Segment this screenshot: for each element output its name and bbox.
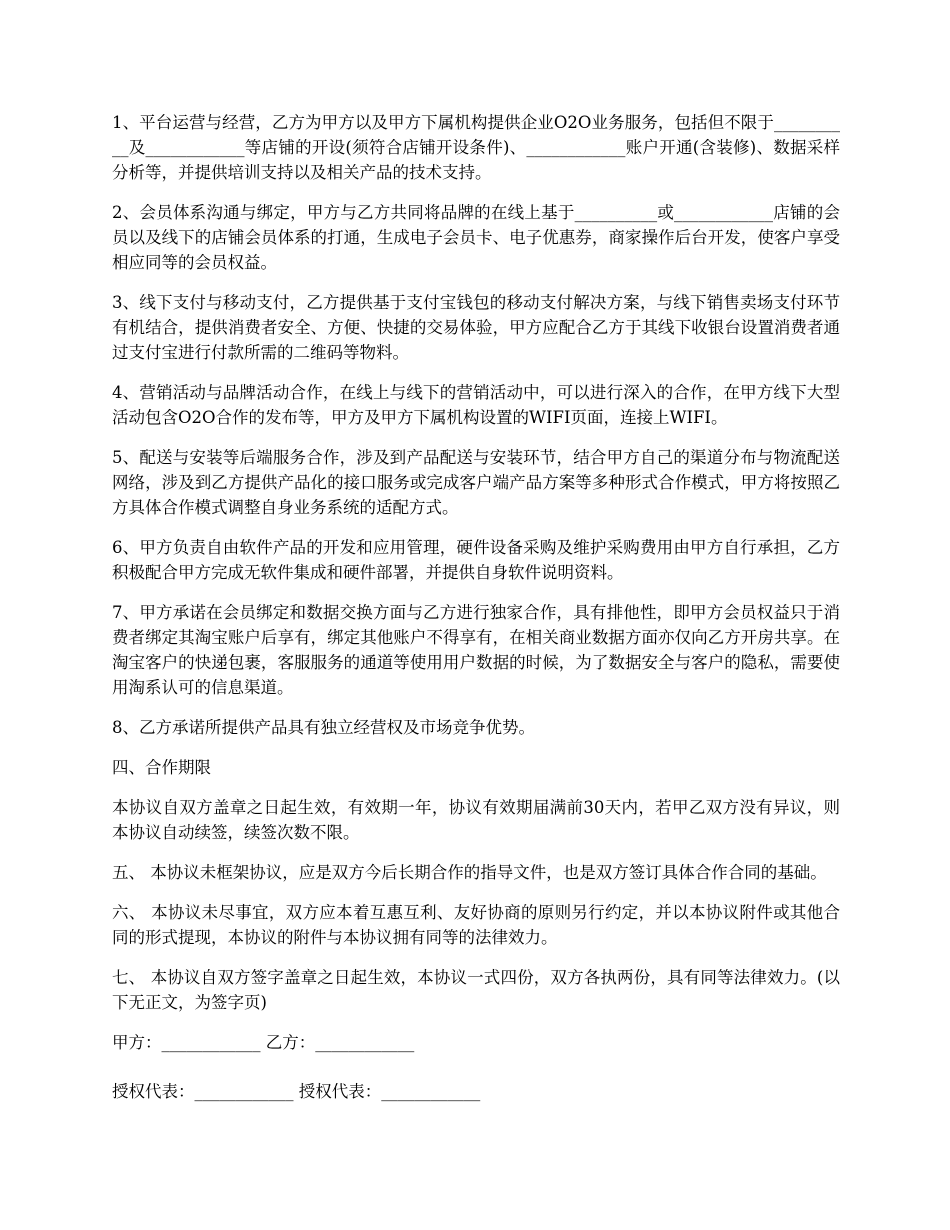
clause-6: 6、甲方负责自由软件产品的开发和应用管理，硬件设备采购及维护采购费用由甲方自行承担，乙方积极配合甲方完成无软件集成和硬件部署，并提供自身软件说明资料。 — [112, 538, 840, 582]
section-four-title: 四、合作期限 — [112, 758, 211, 777]
clause-8: 8、乙方承诺所提供产品具有独立经营权及市场竞争优势。 — [112, 718, 535, 737]
clause-six: 六、 本协议未尽事宜，双方应本着互惠互利、友好协商的原则另行约定，并以本协议附件或其他合同的形式提现，本协议的附件与本协议拥有同等的法律效力。 — [112, 903, 840, 947]
clause-2: 2、会员体系沟通与绑定，甲方与乙方共同将品牌的在线上基于__________或____________店铺的会员以及线下的店铺会员体系的打通，生成电子会员卡、电子优惠券，商家操作后台开发，使客户享受相应同等的会员权益。 — [112, 203, 840, 272]
term-text: 本协议自双方盖章之日起生效，有效期一年，协议有效期届满前30天内，若甲乙双方没有异议，则本协议自动续签，续签次数不限。 — [112, 798, 840, 842]
clause-3: 3、线下支付与移动支付，乙方提供基于支付宝钱包的移动支付解决方案，与线下销售卖场支付环节有机结合，提供消费者安全、方便、快捷的交易体验，甲方应配合乙方于其线下收银台设置消费者通过支付宝进行付款所需的二维码等物料。 — [112, 293, 840, 362]
signature-representatives: 授权代表：____________ 授权代表：____________ — [112, 1082, 481, 1101]
signature-parties: 甲方：____________ 乙方：____________ — [112, 1033, 415, 1052]
clause-five: 五、 本协议未框架协议，应是双方今后长期合作的指导文件，也是双方签订具体合作合同的基础。 — [112, 863, 827, 882]
clause-1: 1、平台运营与经营，乙方为甲方以及甲方下属机构提供企业O2O业务服务，包括但不限于__________及____________等店铺的开设(须符合店铺开设条件)、____________账户开通(含装修)、数据采样分析等，并提供培训支持以及相关产品的技术支持。 — [112, 113, 840, 182]
document-page — [112, 110, 840, 1128]
clause-7: 7、甲方承诺在会员绑定和数据交换方面与乙方进行独家合作，具有排他性，即甲方会员权益只于消费者绑定其淘宝账户后享有，绑定其他账户不得享有，在相关商业数据方面亦仅向乙方开房共享。在淘宝客户的快递包裹，客服服务的通道等使用用户数据的时候，为了数据安全与客户的隐私，需要使用淘系认可的信息渠道。 — [112, 603, 840, 697]
clause-5: 5、配送与安装等后端服务合作，涉及到产品配送与安装环节，结合甲方自己的渠道分布与物流配送网络，涉及到乙方提供产品化的接口服务或完成客户端产品方案等多种形式合作模式，甲方将按照乙方具体合作模式调整自身业务系统的适配方式。 — [112, 448, 840, 517]
clause-seven: 七、 本协议自双方签字盖章之日起生效，本协议一式四份，双方各执两份，具有同等法律效力。(以下无正文，为签字页) — [112, 968, 840, 1012]
clause-4: 4、营销活动与品牌活动合作，在线上与线下的营销活动中，可以进行深入的合作，在甲方线下大型活动包含O2O合作的发布等，甲方及甲方下属机构设置的WIFI页面，连接上WIFI。 — [112, 383, 840, 427]
